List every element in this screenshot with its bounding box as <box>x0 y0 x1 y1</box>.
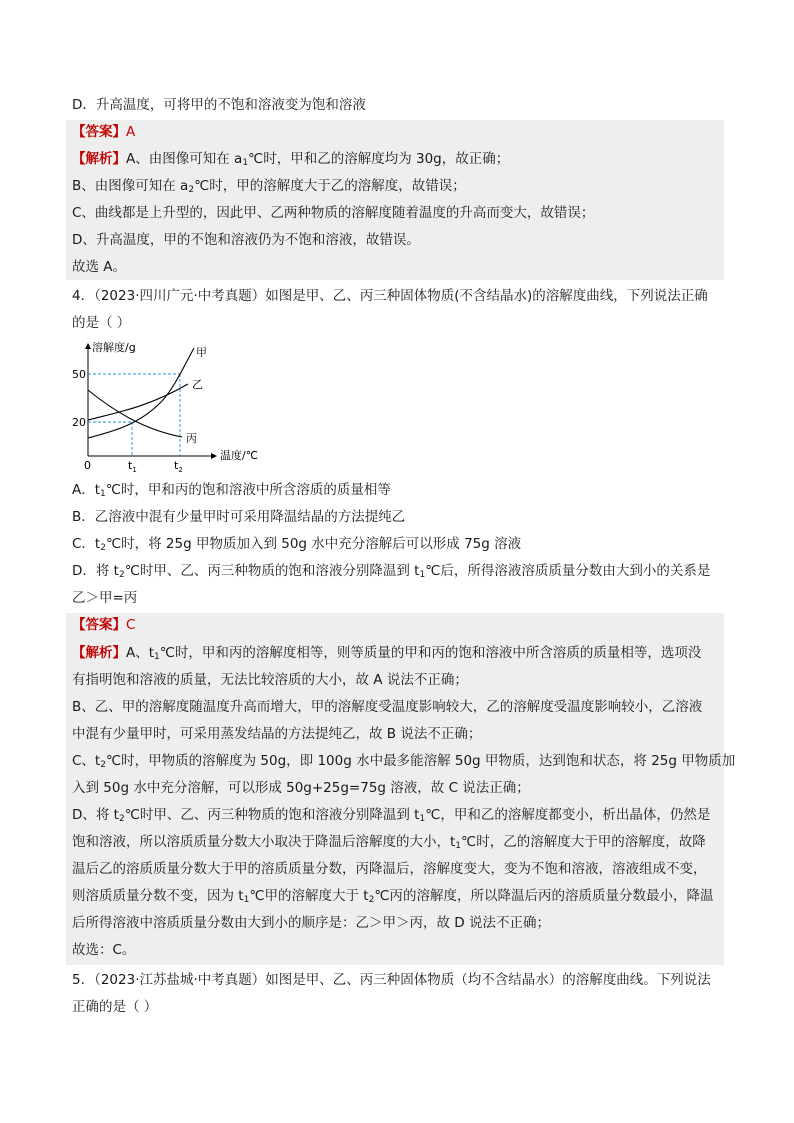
q3-answer-block <box>66 120 724 280</box>
q4-analysis-a-2: 有指明饱和溶液的质量，无法比较溶质的大小，故 A 说法不正确； <box>72 672 468 688</box>
q4-analysis-c-2: 入到 50g 水中充分溶解，可以形成 50g+25g=75g 溶液，故 C 说法正确； <box>72 780 530 796</box>
q4-analysis-c-1: C、$t_2℃$时，甲物质的溶解度为 50g，即 100g 水中最多能溶解 50g 甲物质，达到饱和状态，将 25g 甲物质加 <box>72 753 736 770</box>
q4-option-d: D．将 $t_2℃$时甲、乙、丙三种物质的饱和溶液分别降温到 $t_1℃$后，所得溶液溶质质量分数由大到小的关系是 <box>72 563 711 580</box>
q3-option-d: D．升高温度，可将甲的不饱和溶液变为饱和溶液 <box>72 97 366 113</box>
y-tick-50: 50 <box>72 368 86 381</box>
q4-stem-2: 的是（ ） <box>72 315 131 331</box>
series-label-jia: 甲 <box>196 346 207 359</box>
y-axis-label: 溶解度/g <box>92 341 136 354</box>
q3-analysis-2: B、由图像可知在 $a_2℃$时，甲的溶解度大于乙的溶解度，故错误； <box>72 178 466 195</box>
q3-analysis-4: D、升高温度，甲的不饱和溶液仍为不饱和溶液，故错误。 <box>72 232 420 248</box>
q4-analysis-d-5: 后所得溶液中溶质质量分数由大到小的顺序是：乙＞甲＞丙，故 D 说法不正确； <box>72 915 550 931</box>
q3-analysis-1: 【解析】A、由图像可知在 $a_1℃$时，甲和乙的溶解度均为 30g，故正确； <box>72 151 510 168</box>
q4-option-c: C．$t_2℃$时，将 25g 甲物质加入到 50g 水中充分溶解后可以形成 75g 溶液 <box>72 536 522 553</box>
q4-analysis-d-1: D、将 $t_2℃$时甲、乙、丙三种物质的饱和溶液分别降温到 $t_1℃$，甲和乙的溶解度都变小，析出晶体，仍然是 <box>72 807 711 824</box>
series-label-bing: 丙 <box>186 432 197 445</box>
x-axis-label: 温度/℃ <box>220 449 259 462</box>
curve-jia <box>88 348 194 438</box>
x-tick-t1: $t_1$ <box>128 459 137 474</box>
q4-analysis-d-3: 温后乙的溶质质量分数大于甲的溶质质量分数，丙降温后，溶解度变大，变为不饱和溶液，溶液组成不变， <box>72 861 707 877</box>
q4-option-d-cont: 乙＞甲=丙 <box>72 590 138 606</box>
curve-bing <box>88 390 182 437</box>
q4-option-a: A．$t_1℃$时，甲和丙的饱和溶液中所含溶质的质量相等 <box>72 482 391 499</box>
q4-stem-1: 4．（2023·四川广元·中考真题）如图是甲、乙、丙三种固体物质(不含结晶水)的溶解度曲线，下列说法正确 <box>72 288 708 304</box>
q4-analysis-b-2: 中混有少量甲时，可采用蒸发结晶的方法提纯乙，故 B 说法不正确； <box>72 726 482 742</box>
origin-label: 0 <box>84 459 91 472</box>
q4-analysis-b-1: B、乙、甲的溶解度随温度升高而增大，甲的溶解度受温度影响较大，乙的溶解度受温度影响较小，乙溶液 <box>72 699 703 715</box>
q4-analysis-d-2: 饱和溶液，所以溶质质量分数大小取决于降温后溶解度的大小，$t_1℃$时，乙的溶解度大于甲的溶解度，故降 <box>72 834 706 851</box>
y-tick-20: 20 <box>72 416 86 429</box>
q4-option-b: B．乙溶液中混有少量甲时可采用降温结晶的方法提纯乙 <box>72 509 406 525</box>
series-label-yi: 乙 <box>192 378 203 391</box>
q4-answer: 【答案】C <box>72 617 136 633</box>
q4-conclusion: 故选：C。 <box>72 942 136 958</box>
q5-stem-1: 5．（2023·江苏盐城·中考真题）如图是甲、乙、丙三种固体物质（均不含结晶水）的溶解度曲线。下列说法 <box>72 972 711 988</box>
q3-conclusion: 故选 A。 <box>72 259 127 275</box>
q3-analysis-3: C、曲线都是上升型的，因此甲、乙两种物质的溶解度随着温度的升高而变大，故错误； <box>72 205 595 221</box>
q4-analysis-a-1: 【解析】A、$t_1℃$时，甲和丙的溶解度相等，则等质量的甲和丙的饱和溶液中所含溶质的质量相等，选项没 <box>72 645 702 662</box>
q5-stem-2: 正确的是（ ） <box>72 999 158 1015</box>
x-tick-t2: $t_2$ <box>174 459 183 474</box>
q3-answer: 【答案】A <box>72 124 136 140</box>
q4-analysis-d-4: 则溶质质量分数不变，因为 $t_1℃$甲的溶解度大于 $t_2℃$丙的溶解度，所以降温后丙的溶质质量分数最小，降温 <box>72 888 714 905</box>
solubility-chart <box>70 338 290 478</box>
